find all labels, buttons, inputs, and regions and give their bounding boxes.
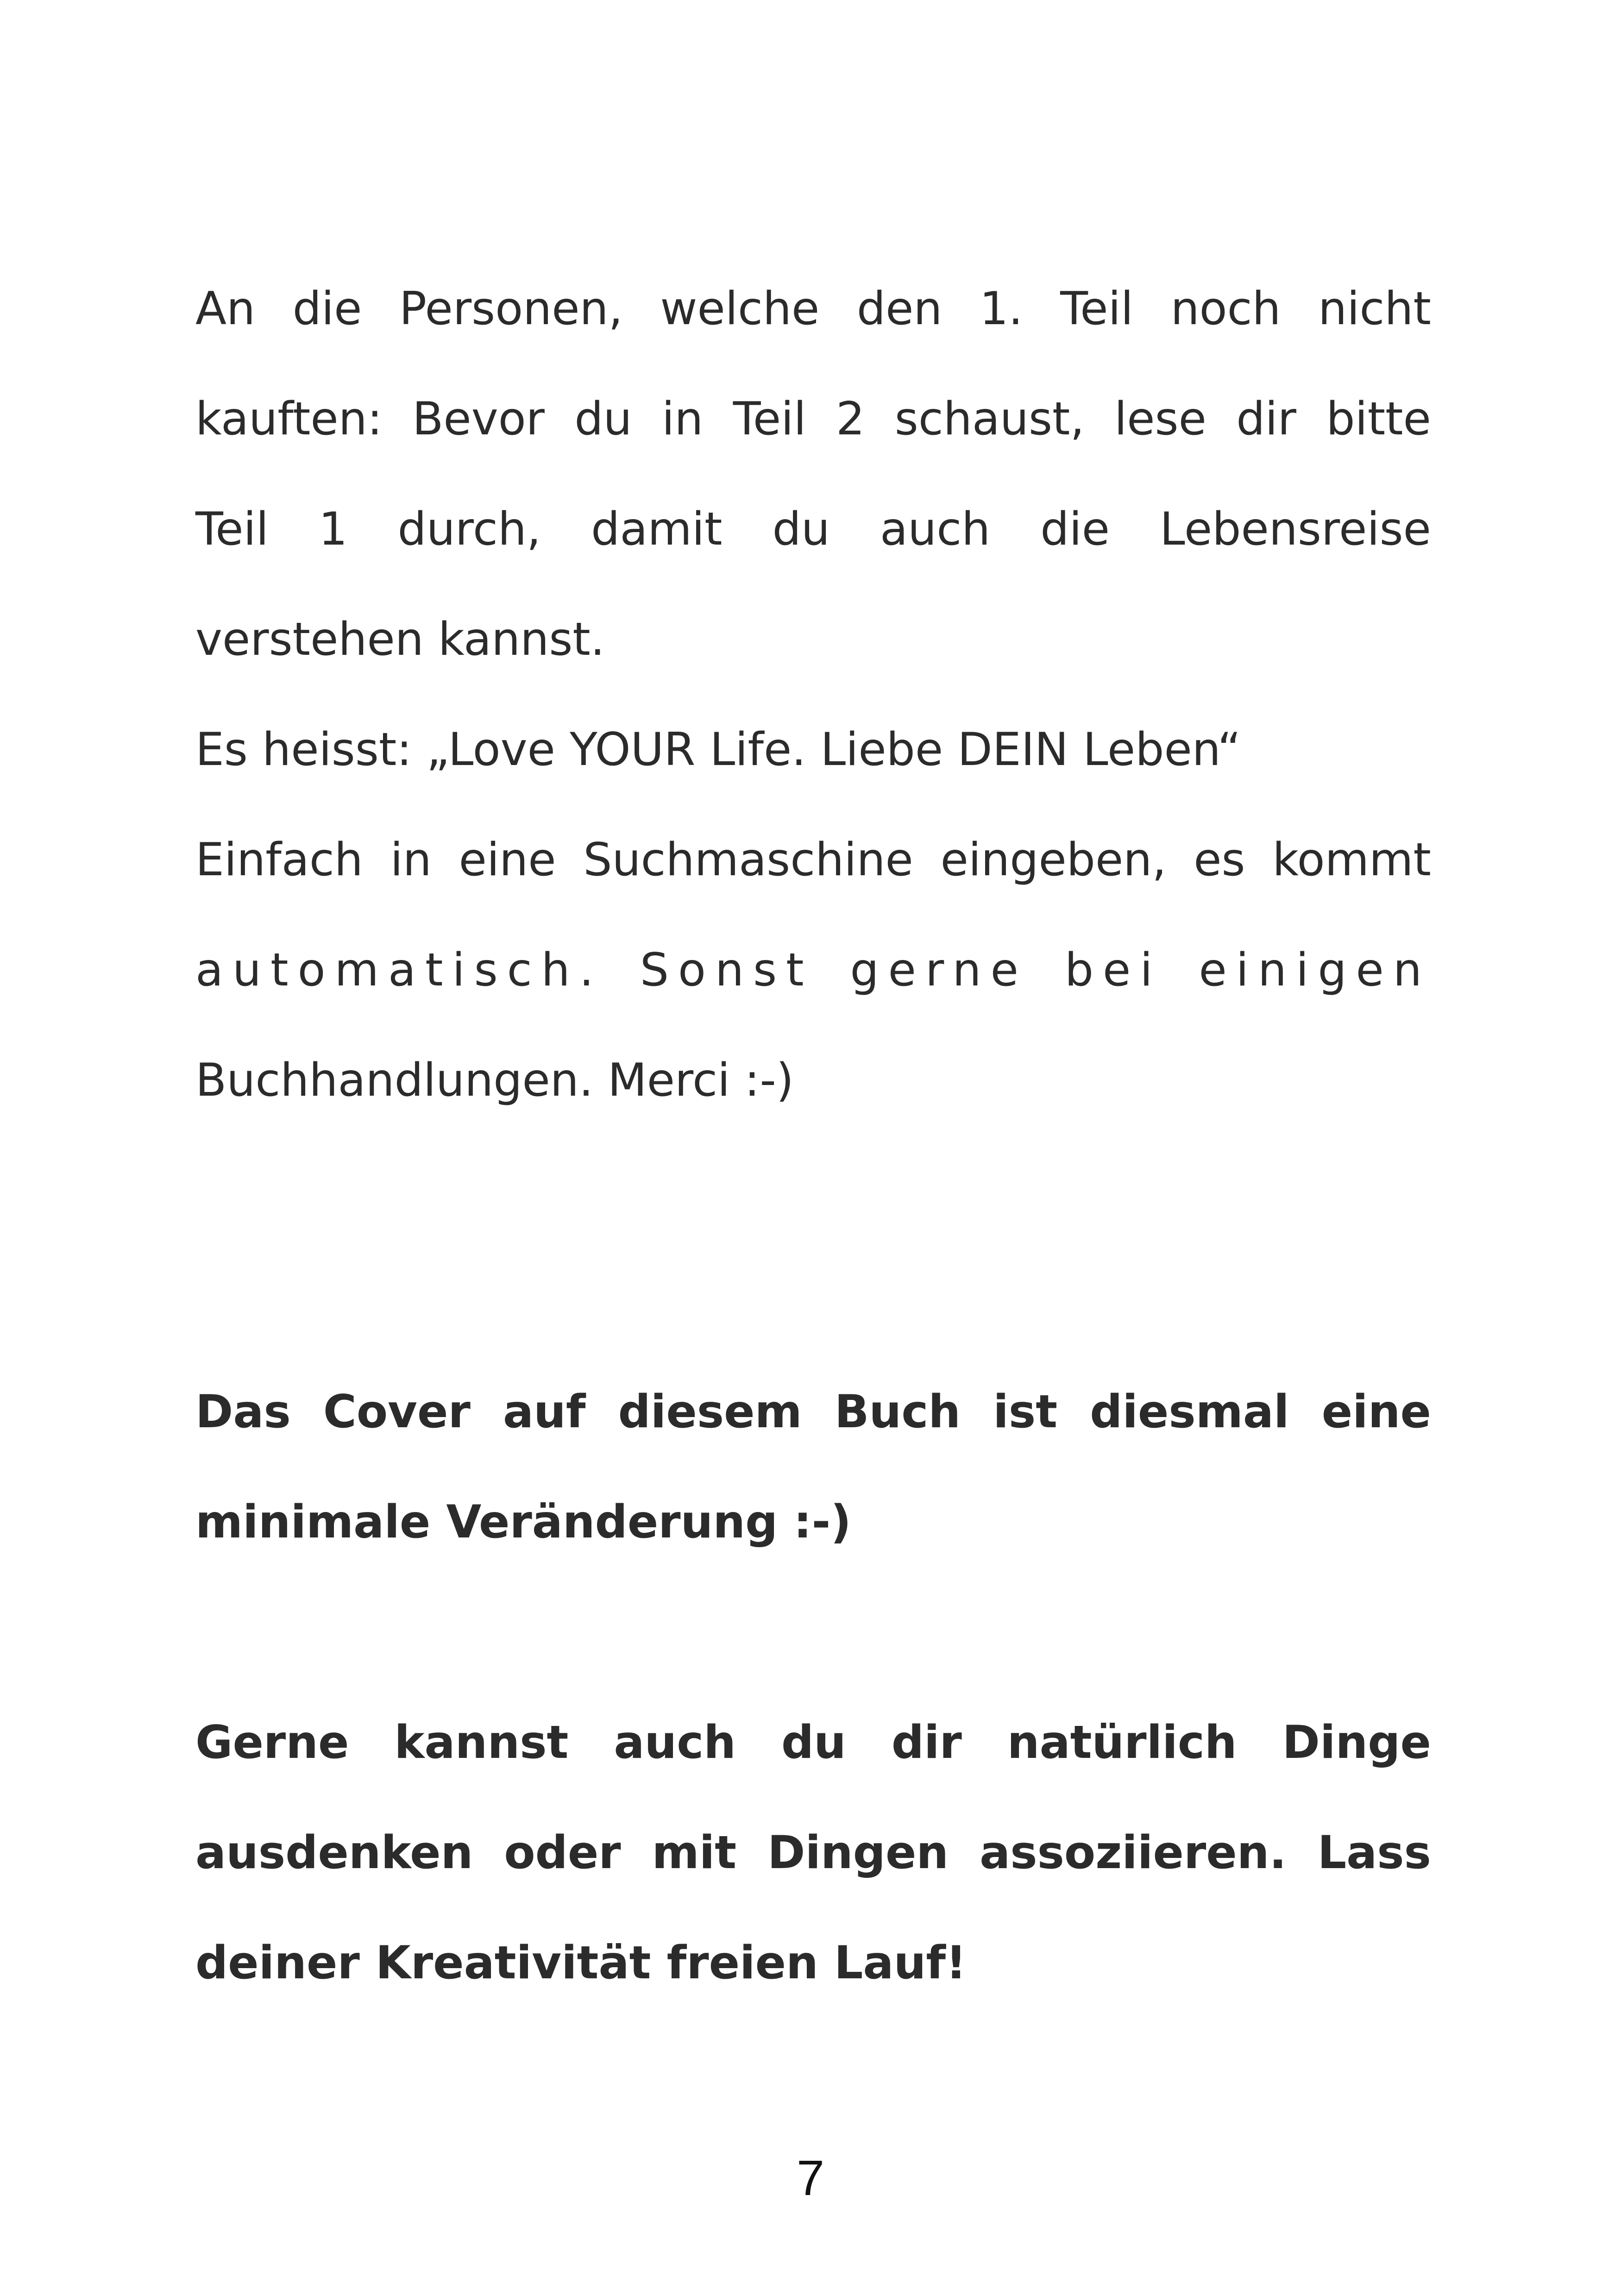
word: einigen (1199, 944, 1431, 997)
word: Teil (733, 393, 806, 445)
word: du (574, 393, 632, 445)
paragraph-2-line-2: minimale Veränderung :-) (195, 1496, 852, 1549)
paragraph-2-line-1 (195, 1386, 1431, 1438)
word: natürlich (1007, 1716, 1237, 1769)
word: eingeben, (940, 834, 1167, 886)
paragraph-1-line-1 (195, 282, 1431, 335)
word: dir (1236, 393, 1296, 445)
word: eine (1321, 1386, 1431, 1438)
word: Personen, (399, 282, 623, 335)
word: noch (1170, 282, 1281, 335)
word: schaust, (894, 393, 1085, 445)
word: in (662, 393, 704, 445)
word: Teil (1060, 282, 1134, 335)
word: 1. (980, 282, 1023, 335)
word: du (781, 1716, 846, 1769)
word: auch (614, 1716, 736, 1769)
word: Sonst (640, 944, 813, 997)
word: in (390, 834, 432, 886)
word: auch (880, 503, 991, 556)
paragraph-3-line-2 (195, 1826, 1431, 1879)
page-number: 7 (796, 2150, 825, 2206)
word: damit (591, 503, 723, 556)
word: Buch (834, 1386, 961, 1438)
word: ist (993, 1386, 1058, 1438)
word: nicht (1318, 282, 1431, 335)
word: Dinge (1282, 1716, 1431, 1769)
paragraph-3-line-3: deiner Kreativität freien Lauf! (195, 1937, 967, 1989)
word: Teil (195, 503, 269, 556)
word: assoziieren. (980, 1826, 1287, 1879)
word: bitte (1326, 393, 1431, 445)
word: Dingen (767, 1826, 949, 1879)
word: Gerne (195, 1716, 349, 1769)
paragraph-1-line-4: verstehen kannst. (195, 613, 605, 666)
word: diesem (618, 1386, 802, 1438)
word: die (1040, 503, 1110, 556)
word: Einfach (195, 834, 363, 886)
word: diesmal (1090, 1386, 1289, 1438)
paragraph-1-line-6 (195, 834, 1431, 886)
word: auf (503, 1386, 586, 1438)
paragraph-1-line-2 (195, 393, 1431, 445)
paragraph-1-line-5: Es heisst: „Love YOUR Life. Liebe DEIN Leben“ (195, 723, 1241, 776)
word: kannst (394, 1716, 569, 1769)
word: kommt (1272, 834, 1431, 886)
word: oder (504, 1826, 621, 1879)
word: Suchmaschine (583, 834, 913, 886)
word: Lebensreise (1160, 503, 1431, 556)
paragraph-1-line-3 (195, 503, 1431, 556)
paragraph-1-line-7 (195, 944, 1431, 997)
word: durch, (397, 503, 541, 556)
paragraph-3-line-1 (195, 1716, 1431, 1769)
word: 1 (319, 503, 348, 556)
paragraph-1-line-8: Buchhandlungen. Merci :-) (195, 1054, 794, 1107)
word: lese (1114, 393, 1206, 445)
word: dir (891, 1716, 962, 1769)
word: eine (459, 834, 556, 886)
word: Lass (1317, 1826, 1431, 1879)
word: mit (652, 1826, 737, 1879)
word: du (772, 503, 830, 556)
word: die (292, 282, 362, 335)
word: An (195, 282, 256, 335)
word: bei (1064, 944, 1162, 997)
word: Bevor (412, 393, 545, 445)
word: gerne (850, 944, 1028, 997)
word: ausdenken (195, 1826, 473, 1879)
word: welche (660, 282, 820, 335)
word: den (856, 282, 942, 335)
word: automatisch. (195, 944, 603, 997)
word: es (1194, 834, 1245, 886)
word: 2 (836, 393, 865, 445)
word: kauften: (195, 393, 383, 445)
word: Cover (323, 1386, 471, 1438)
word: Das (195, 1386, 291, 1438)
